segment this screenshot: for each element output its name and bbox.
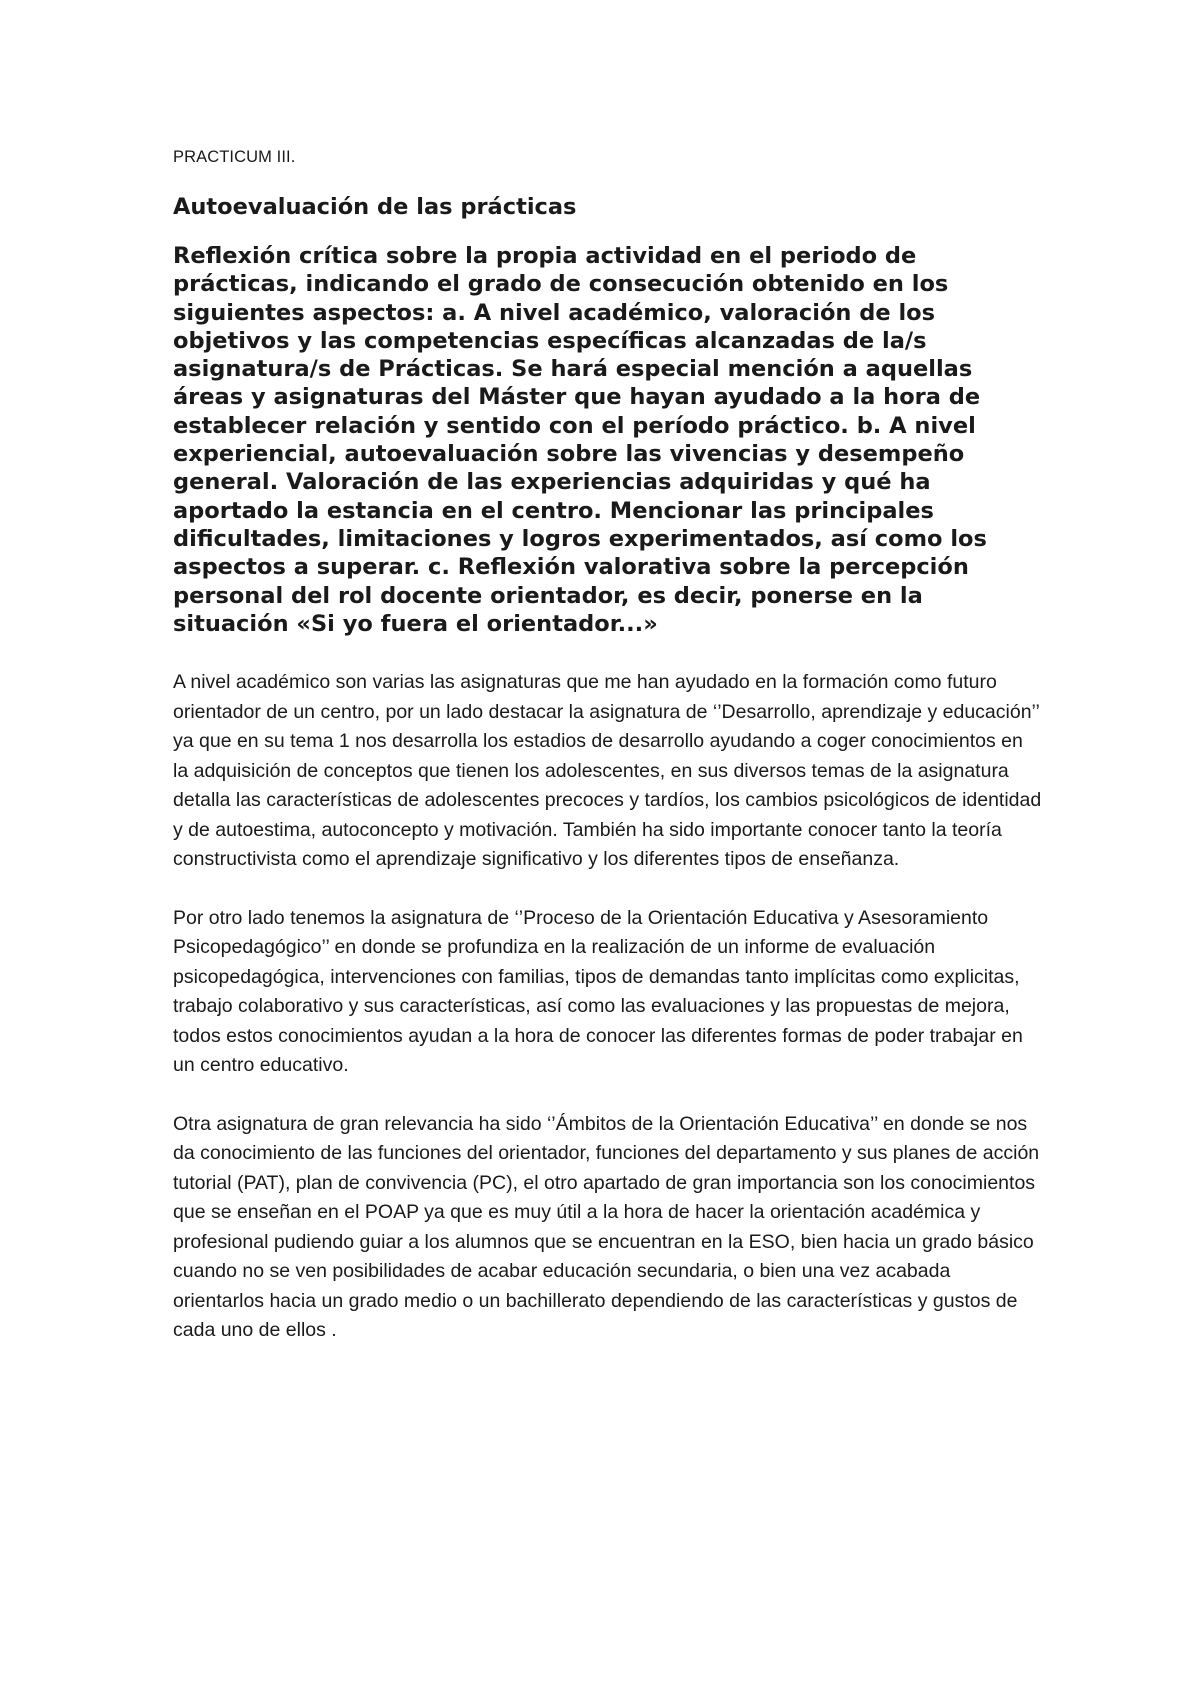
body-paragraph-3: Otra asignatura de gran relevancia ha sido ‘’Ámbitos de la Orientación Educativa’’ en donde se nos da conocimiento de las funciones del orientador, funciones del departamento y sus planes de acción tutorial (PAT), plan de convivencia (PC), el otro apartado de gran importancia son los conocimientos que se enseñan en el POAP ya que es muy útil a la hora de hacer la orientación académica y profesional pudiendo guiar a los alumnos que se encuentran en la ESO, bien hacia un grado básico cuando no se ven posibilidades de acabar educación secundaria, o bien una vez acabada orientarlos hacia un grado medio o un bachillerato dependiendo de las características y gustos de cada uno de ellos . (173, 1112, 1040, 1342)
assignment-prompt: Reflexión crítica sobre la propia actividad en el periodo de prácticas, indicando el grado de consecución obtenido en los siguientes aspectos: a. A nivel académico, valoración de los objetivos y las competencias específicas alcanzadas de la/s asignatura/s de Prácticas. Se hará especial mención a aquellas áreas y asignaturas del Máster que hayan ayudado a la hora de establecer relación y sentido con el período práctico. b. A nivel experiencial, autoevaluación sobre las vivencias y desempeño general. Valoración de las experiencias adquiridas y qué ha aportado la estancia en el centro. Mencionar las principales dificultades, limitaciones y logros experimentados, así como los aspectos a superar. c. Reflexión valorativa sobre la percepción personal del rol docente orientador, es decir, ponerse en la situación «Si yo fuera el orientador...» (173, 243, 987, 637)
body-paragraph-2: Por otro lado tenemos la asignatura de ‘’Proceso de la Orientación Educativa y Asesoramiento Psicopedagógico’’ en donde se profundiza en la realización de un informe de evaluación psicopedagógica, intervenciones con familias, tipos de demandas tanto implícitas como explicitas, trabajo colaborativo y sus características, así como las evaluaciones y las propuestas de mejora, todos estos conocimientos ayudan a la hora de conocer las diferentes formas de poder trabajar en un centro educativo. (173, 906, 1023, 1077)
document-content (173, 146, 1043, 1375)
document-title: Autoevaluación de las prácticas (173, 194, 577, 220)
body-paragraph-1: A nivel académico son varias las asignaturas que me han ayudado en la formación como futuro orientador de un centro, por un lado destacar la asignatura de ‘’Desarrollo, aprendizaje y educación’’ ya que en su tema 1 nos desarrolla los estadios de desarrollo ayudando a coger conocimientos en la adquisición de conceptos que tienen los adolescentes, en sus diversos temas de la asignatura detalla las características de adolescentes precoces y tardíos, los cambios psicológicos de identidad y de autoestima, autoconcepto y motivación. También ha sido importante conocer tanto la teoría constructivista como el aprendizaje significativo y los diferentes tipos de enseñanza. (173, 671, 1042, 871)
document-label: PRACTICUM III. (173, 148, 296, 166)
